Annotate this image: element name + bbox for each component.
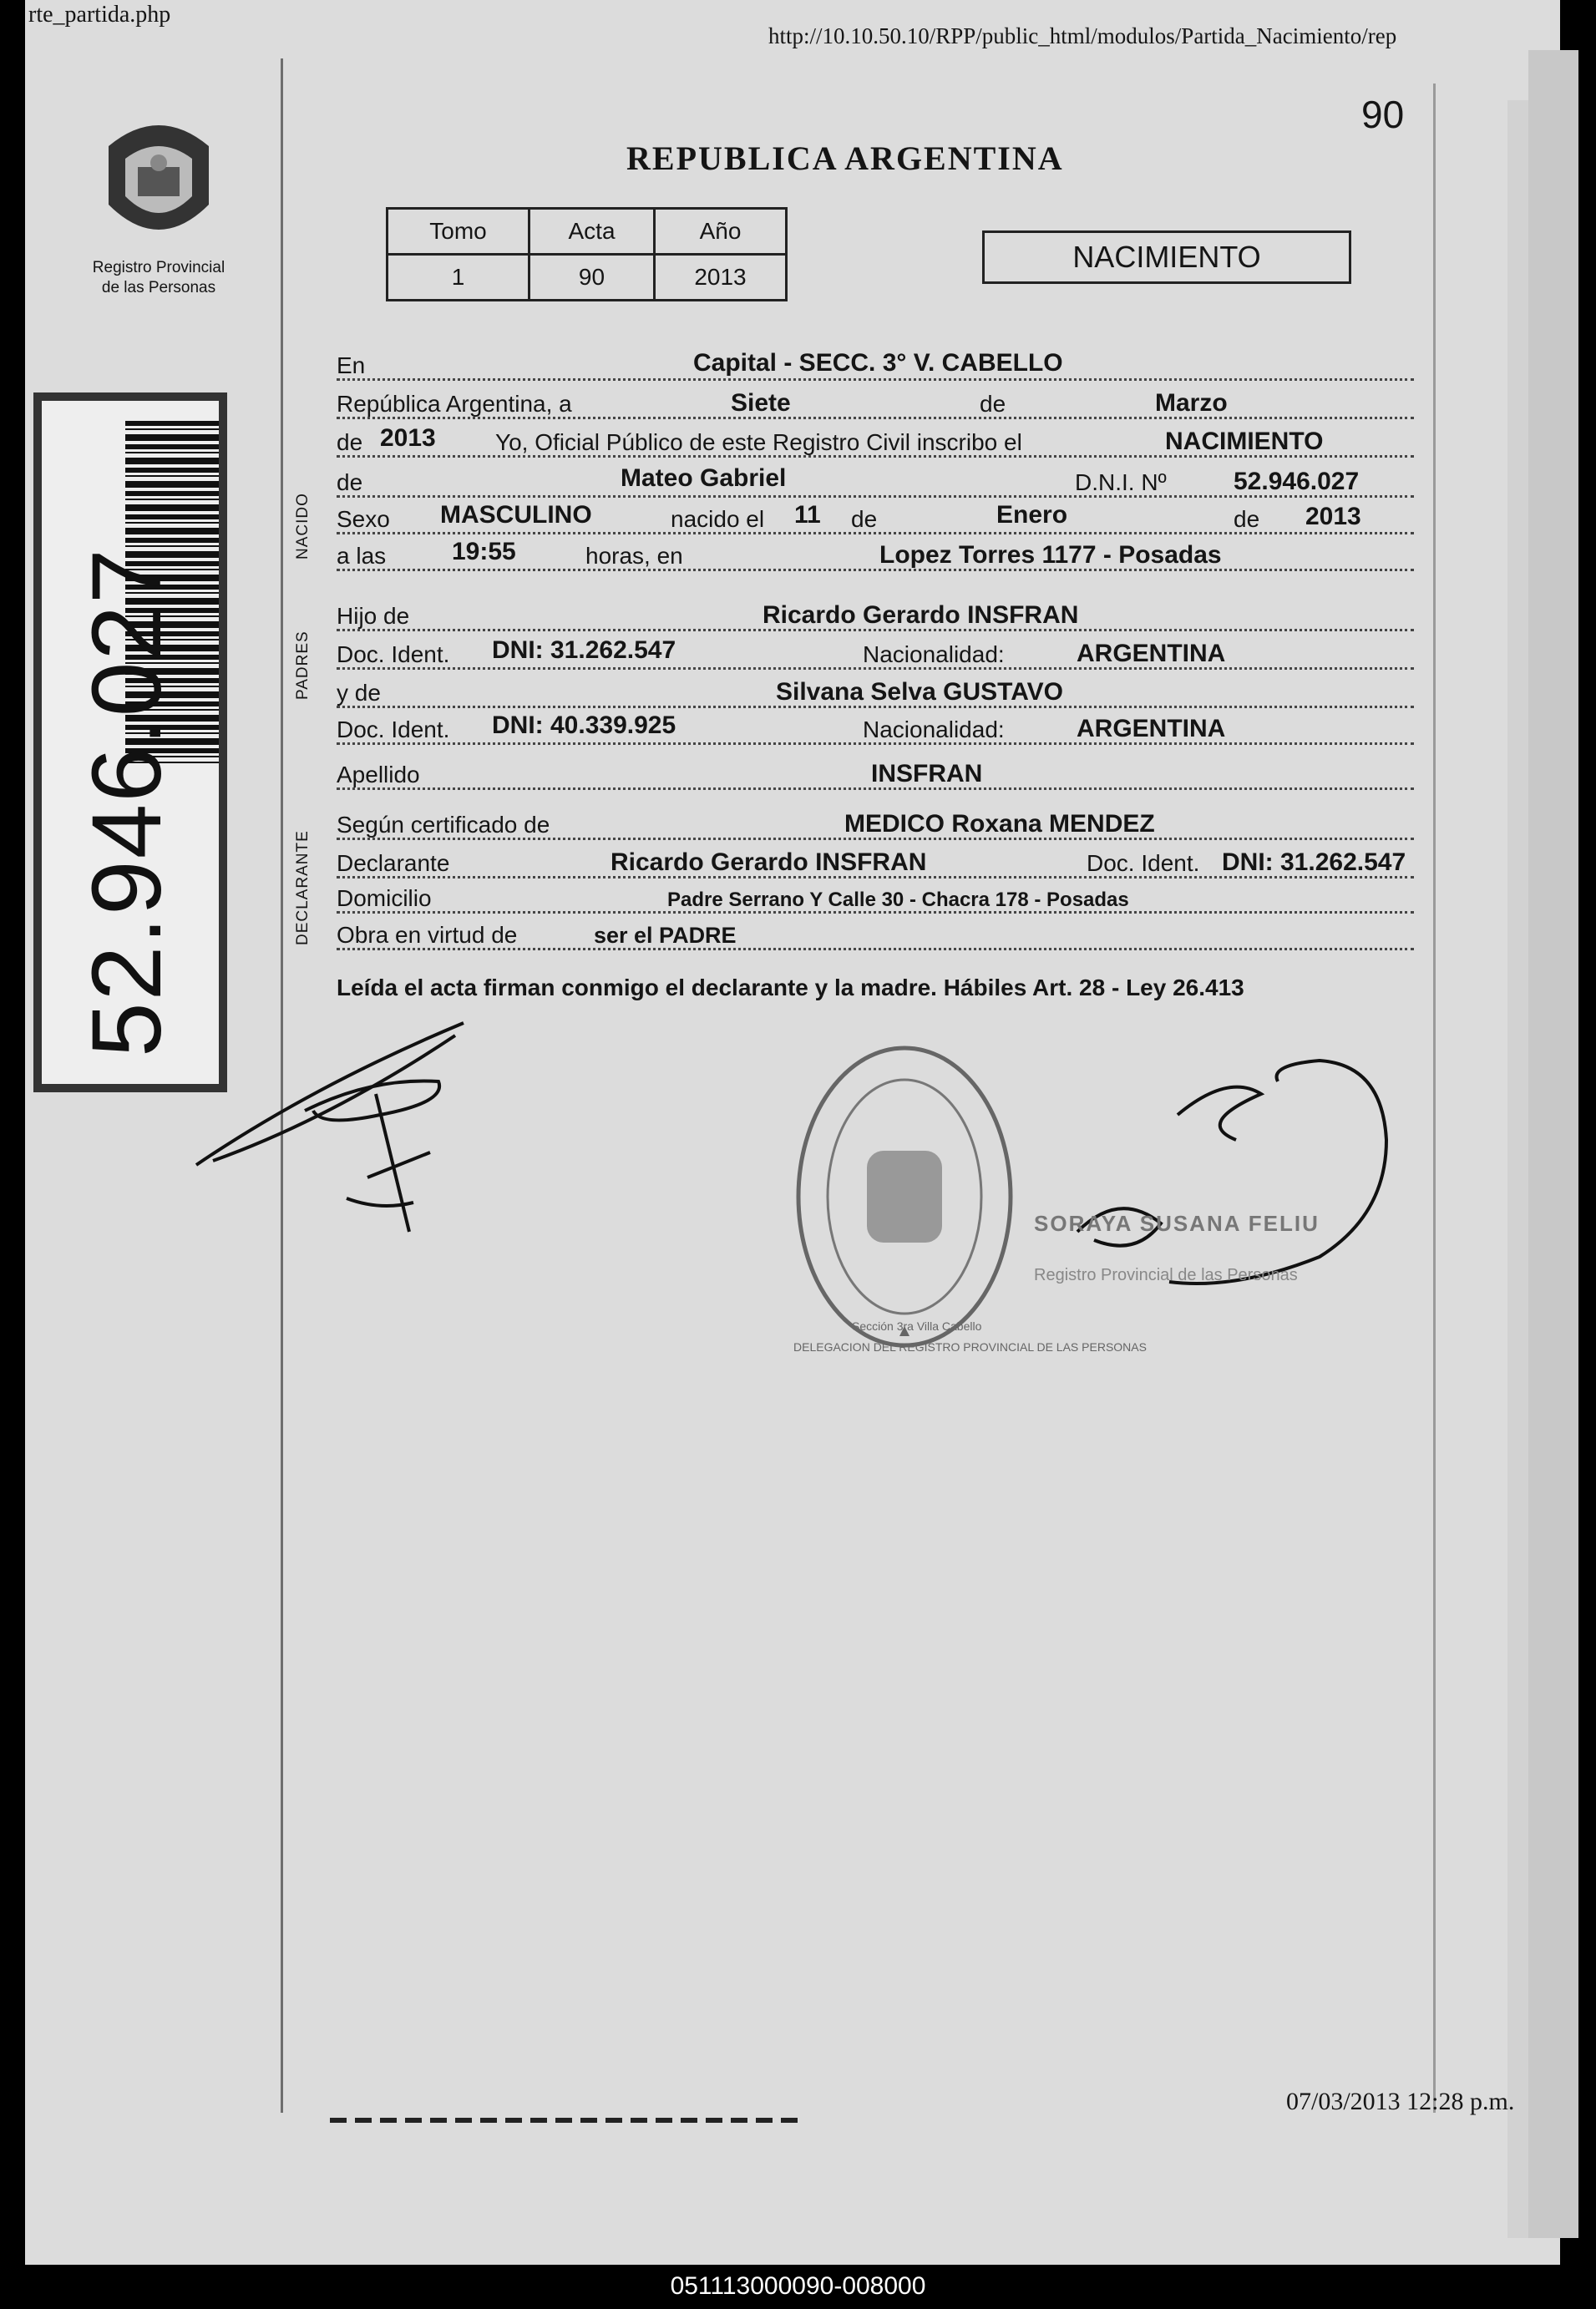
apellido-value: INSFRAN	[871, 760, 983, 787]
row-madre	[337, 675, 1414, 713]
madre-value: Silvana Selva GUSTAVO	[776, 678, 1064, 706]
provincial-coat-of-arms-logo	[92, 113, 225, 251]
right-margin-line	[1433, 84, 1436, 2113]
bottom-code: 051113000090-008000	[670, 2272, 926, 2300]
obra-value: ser el PADRE	[594, 923, 737, 948]
side-label-padres: PADRES	[294, 630, 312, 700]
nombre-value: Mateo Gabriel	[621, 464, 787, 492]
row-certificado	[337, 807, 1414, 845]
en-value: Capital - SECC. 3° V. CABELLO	[693, 349, 1063, 377]
row-en	[337, 347, 1414, 386]
official-signature	[1069, 1048, 1403, 1299]
nacionalidad-label: Nacionalidad:	[863, 641, 1005, 667]
madre-nac: ARGENTINA	[1077, 715, 1226, 742]
lugar-value: Lopez Torres 1177 - Posadas	[879, 541, 1222, 569]
apellido-label: Apellido	[337, 762, 420, 787]
de-label: de	[980, 391, 1006, 417]
certificado-value: MEDICO Roxana MENDEZ	[844, 810, 1155, 838]
padre-doc: DNI: 31.262.547	[492, 636, 676, 664]
record-table	[386, 207, 788, 301]
row-nombre	[337, 464, 1414, 503]
side-label-nacido: NACIDO	[294, 493, 312, 560]
en-label: En	[337, 352, 366, 378]
declarante-value: Ricardo Gerardo INSFRAN	[611, 848, 927, 876]
row-declarante	[337, 845, 1414, 884]
table-header-anio: Año	[655, 209, 787, 255]
official-seal-stamp	[792, 1042, 1017, 1351]
table-header-tomo: Tomo	[388, 209, 529, 255]
alas-label: a las	[337, 543, 387, 569]
obra-label: Obra en virtud de	[337, 922, 518, 948]
table-header-acta: Acta	[529, 209, 655, 255]
sexo-label: Sexo	[337, 506, 390, 532]
row-madre-doc	[337, 711, 1414, 750]
doc-label: Doc. Ident.	[337, 716, 450, 742]
de-label: de	[337, 469, 363, 495]
horas-label: horas, en	[585, 543, 683, 569]
padre-nac: ARGENTINA	[1077, 640, 1226, 667]
page-edge	[1507, 100, 1528, 2238]
stamp-inner-text: Sección 3ra Villa Cabello	[852, 1319, 982, 1333]
republica-label: República Argentina, a	[337, 391, 572, 417]
side-label-declarante: DECLARANTE	[294, 830, 312, 945]
row-inscribo	[337, 424, 1414, 463]
declarant-signature	[188, 1010, 472, 1244]
domicilio-value: Padre Serrano Y Calle 30 - Chacra 178 - Posadas	[667, 889, 1129, 911]
hijo-label: Hijo de	[337, 603, 410, 629]
logo-caption-line1: Registro Provincial	[92, 259, 225, 276]
inscribo-value: NACIMIENTO	[1165, 428, 1324, 455]
row-domicilio	[337, 880, 1414, 919]
record-type-box: NACIMIENTO	[982, 230, 1351, 284]
padre-value: Ricardo Gerardo INSFRAN	[763, 601, 1079, 629]
nac-mes: Enero	[996, 501, 1068, 529]
barcode-number: 52.946.027	[72, 547, 182, 1057]
de-label: de	[337, 429, 363, 455]
nac-anio: 2013	[1305, 503, 1361, 530]
page-number: 90	[1361, 93, 1405, 136]
print-filename: rte_partida.php	[28, 2, 171, 28]
official-name: SORAYA SUSANA FELIU	[1034, 1211, 1320, 1236]
barcode-sticker	[33, 392, 227, 1092]
table-cell-acta: 90	[529, 255, 655, 301]
table-cell-tomo: 1	[388, 255, 529, 301]
row-padre	[337, 598, 1414, 636]
madre-doc: DNI: 40.339.925	[492, 711, 676, 739]
de-label: de	[851, 506, 878, 532]
dia-value: Siete	[731, 389, 791, 417]
declarante-label: Declarante	[337, 850, 450, 876]
nacido-label: nacido el	[671, 506, 765, 532]
row-apellido	[337, 757, 1414, 795]
logo-caption-line2: de las Personas	[101, 279, 216, 296]
domicilio-label: Domicilio	[337, 885, 432, 911]
anio-value: 2013	[380, 424, 436, 452]
row-hora	[337, 538, 1414, 576]
doc-label: Doc. Ident.	[337, 641, 450, 667]
closing-statement: Leída el acta firman conmigo el declarante y la madre. Hábiles Art. 28 - Ley 26.413	[337, 975, 1244, 1000]
row-padre-doc	[337, 636, 1414, 675]
nacionalidad-label: Nacionalidad:	[863, 716, 1005, 742]
stamp-outer-text: DELEGACION DEL REGISTRO PROVINCIAL DE LAS PERSONAS	[793, 1340, 1147, 1354]
sexo-value: MASCULINO	[440, 501, 592, 529]
table-cell-anio: 2013	[655, 255, 787, 301]
inscribo-label: Yo, Oficial Público de este Registro Civil inscribo el	[495, 429, 1022, 455]
nac-dia: 11	[794, 501, 821, 529]
cut-footer-text	[330, 2118, 798, 2123]
hora-value: 19:55	[452, 538, 516, 565]
row-obra	[337, 917, 1414, 955]
mes-value: Marzo	[1155, 389, 1228, 417]
yde-label: y de	[337, 680, 381, 706]
page-title: REPUBLICA ARGENTINA	[626, 139, 1064, 177]
doc-label: Doc. Ident.	[1087, 850, 1200, 876]
official-title: Registro Provincial de las Personas	[1034, 1266, 1298, 1284]
row-sexo	[337, 501, 1414, 539]
dni-label: D.N.I. Nº	[1075, 469, 1167, 495]
de-label: de	[1234, 506, 1260, 532]
print-datetime: 07/03/2013 12:28 p.m.	[1286, 2088, 1515, 2115]
row-fecha	[337, 386, 1414, 424]
declarante-doc: DNI: 31.262.547	[1222, 848, 1406, 876]
certificado-label: Según certificado de	[337, 812, 550, 838]
print-url: http://10.10.50.10/RPP/public_html/modulos/Partida_Nacimiento/rep	[768, 23, 1397, 48]
page-edge	[1528, 50, 1578, 2238]
dni-value: 52.946.027	[1234, 468, 1360, 495]
